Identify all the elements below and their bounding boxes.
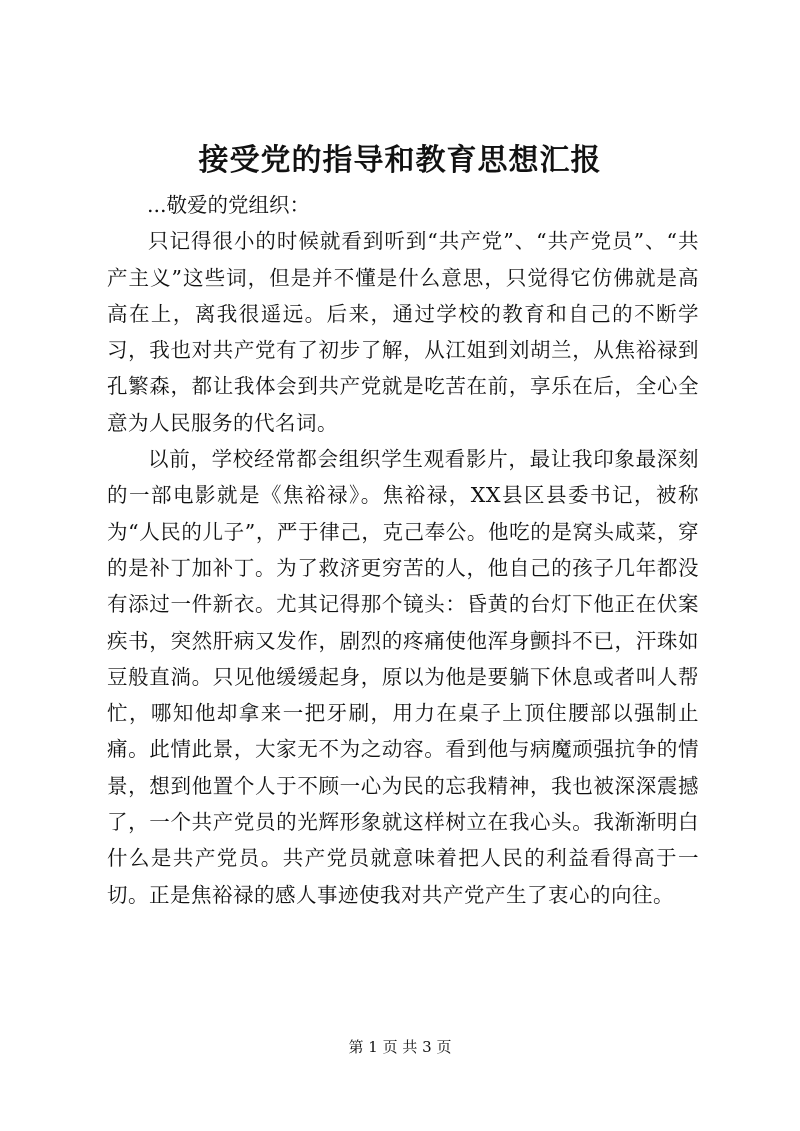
page-footer: 第 1 页 共 3 页 (348, 1038, 452, 1056)
document-body (107, 187, 699, 913)
paragraph-2: 以前，学校经常都会组织学生观看影片，最让我印象最深刻的一部电影就是《焦裕禄》。焦裕禄，XX县区县委书记，被称为“人民的儿子”，严于律己，克己奉公。他吃的是窝头咸菜，穿的是补丁加补丁。为了救济更穷苦的人，他自己的孩子几年都没有添过一件新衣。尤其记得那个镜头：昏黄的台灯下他正在伏案疾书，突然肝病又发作，剧烈的疼痛使他浑身颤抖不已，汗珠如豆般直淌。只见他缓缓起身，原以为他是要躺下休息或者叫人帮忙，哪知他却拿来一把牙刷，用力在桌子上顶住腰部以强制止痛。此情此景，大家无不为之动容。看到他与病魔顽强抗争的情景，想到他置个人于不顾一心为民的忘我精神，我也被深深震撼了，一个共产党员的光辉形象就这样树立在我心头。我渐渐明白什么是共产党员。共产党员就意味着把人民的利益看得高于一切。正是焦裕禄的感人事迹使我对共产党产生了衷心的向往。 (107, 447, 699, 907)
paragraph-1: 只记得很小的时候就看到听到“共产党”、“共产党员”、“共产主义”这些词，但是并不懂是什么意思，只觉得它仿佛就是高高在上，离我很遥远。后来，通过学校的教育和自己的不断学习，我也对共产党有了初步了解，从江姐到刘胡兰，从焦裕禄到孔繁森，都让我体会到共产党就是吃苦在前，享乐在后，全心全意为人民服务的代名词。 (107, 229, 699, 435)
salutation: ...敬爱的党组织： (147, 193, 311, 217)
document-title: 接受党的指导和教育思想汇报 (198, 143, 602, 178)
